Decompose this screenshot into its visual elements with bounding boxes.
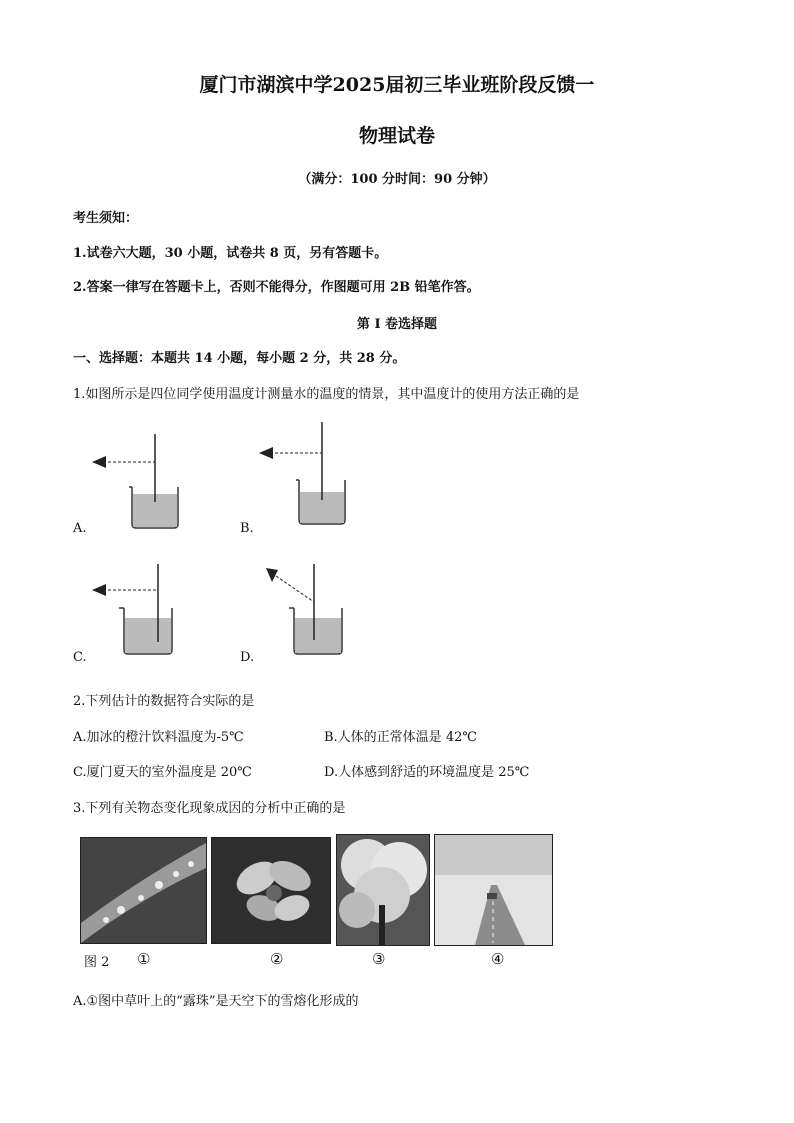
photo-dew-on-grass xyxy=(80,837,207,944)
figure-option-c xyxy=(88,562,188,662)
figure-2-label: 图 2 xyxy=(84,955,110,970)
volume-heading: 第 I 卷选择题 xyxy=(356,317,438,332)
question-2-option: A.加冰的橙汁饮料温度为-5℃ xyxy=(73,730,244,745)
question-1-stem: 1.如图所示是四位同学使用温度计测量水的温度的情景，其中温度计的使用方法正确的是 xyxy=(73,387,580,402)
figure-mark-1: ① xyxy=(137,950,151,968)
notice-item: 2.答案一律写在答题卡上，否则不能得分，作图题可用 2B 铅笔作答。 xyxy=(73,280,480,295)
notice-heading: 考生须知： xyxy=(73,211,139,226)
option-d-label: D. xyxy=(240,650,255,665)
photo-rime-tree xyxy=(336,834,430,946)
exam-subtitle: 物理试卷 xyxy=(358,125,435,147)
option-c-label: C. xyxy=(73,650,87,665)
photo-frost-flower xyxy=(211,837,331,944)
question-2-option: D.人体感到舒适的环境温度是 25℃ xyxy=(324,765,530,780)
figure-option-a xyxy=(88,432,188,532)
figure-mark-3: ③ xyxy=(372,950,386,968)
exam-meta: （满分：100 分时间：90 分钟） xyxy=(298,172,496,187)
option-a-label: A. xyxy=(73,521,87,536)
figure-option-d xyxy=(258,562,358,662)
question-2-option: C.厦门夏天的室外温度是 20℃ xyxy=(73,765,252,780)
figure-mark-4: ④ xyxy=(491,950,505,968)
exam-title: 厦门市湖滨中学2025届初三毕业班阶段反馈一 xyxy=(199,74,595,96)
option-b-label: B. xyxy=(240,521,254,536)
question-2-option: B.人体的正常体温是 42℃ xyxy=(324,730,477,745)
section-heading: 一、选择题：本题共 14 小题，每小题 2 分，共 28 分。 xyxy=(73,351,406,366)
photo-fog-road xyxy=(434,834,553,946)
question-2-stem: 2.下列估计的数据符合实际的是 xyxy=(73,694,255,709)
figure-option-b xyxy=(255,420,355,530)
notice-item: 1.试卷六大题，30 小题，试卷共 8 页，另有答题卡。 xyxy=(73,246,388,261)
question-3-stem: 3.下列有关物态变化现象成因的分析中正确的是 xyxy=(73,801,346,816)
question-3-option-a: A.①图中草叶上的“露珠”是天空下的雪熔化形成的 xyxy=(73,994,359,1009)
figure-mark-2: ② xyxy=(270,950,284,968)
